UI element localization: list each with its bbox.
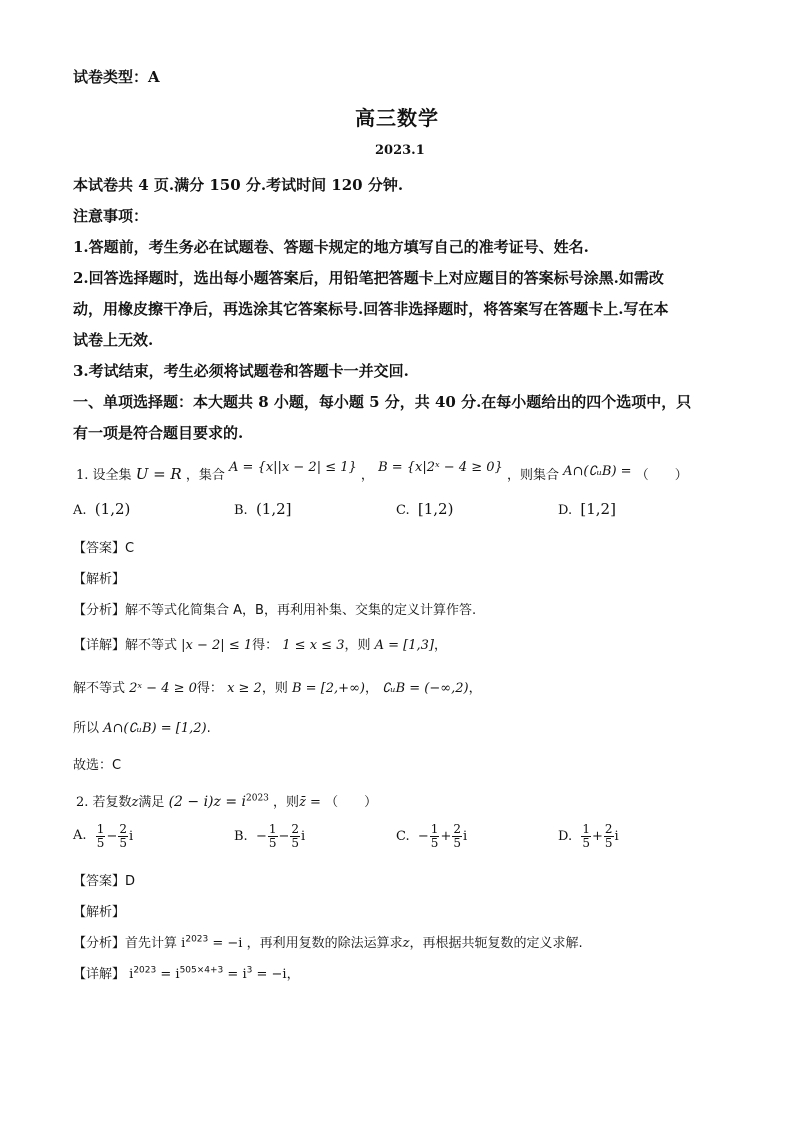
- q1-universe: U = R: [135, 465, 182, 483]
- q1-paren: （ ）: [635, 468, 688, 483]
- exam-date: 2023.1: [375, 143, 425, 158]
- q1-detail-line-1: 【详解】解不等式 |x − 2| ≤ 1得： 1 ≤ x ≤ 3，则 A = [1,3]，: [73, 638, 448, 653]
- note-2-line-3: 试卷上无效.: [73, 331, 154, 349]
- fenxi-tag: 【分析】: [73, 603, 126, 618]
- question-2-stem: 2. 若复数z满足 $(2 - i)z = i^{2023}$ ，则z̄ = （ ）: [76, 793, 378, 810]
- q1-number: 1. 设全集: [76, 468, 132, 483]
- answer-tag: 【答案】: [73, 541, 126, 556]
- question-1-stem: [76, 460, 688, 483]
- q1-option-c: C. [1,2): [396, 500, 454, 518]
- q1-target: A∩(∁ᵤB) =: [563, 464, 632, 479]
- exam-info: 本试卷共 4 页.满分 150 分.考试时间 120 分钟.: [73, 176, 404, 194]
- q1-comma: ，: [360, 468, 374, 483]
- answer-value: D: [125, 874, 136, 889]
- q2-fenxi: 【分析】首先计算 $i^{2023} = -i$ ，再利用复数的除法运算求z，再根据共轭复数的定义求解.: [73, 934, 583, 951]
- q2-option-b: B. − $\frac{1}{5}$ − $\frac{2}{5}$ i: [234, 822, 306, 850]
- q2-answer: [73, 870, 135, 889]
- q2-detail: 【详解】 $i^{2023} = i^{505\times 4+3} = i^3 = -i$，: [73, 965, 300, 982]
- paper-type: 试卷类型：A: [73, 68, 160, 86]
- q2-option-d: D. $\frac{1}{5}$ + $\frac{2}{5}$ i: [558, 822, 619, 850]
- section-heading-line-1: 一、单项选择题：本大题共 8 小题，每小题 5 分，共 40 分.在每小题给出的四个选项中，只: [73, 393, 692, 411]
- notes-heading: 注意事项：: [73, 207, 149, 225]
- note-3: 3.考试结束，考生必须将试题卷和答题卡一并交回.: [73, 362, 409, 380]
- fenxi-text: 解不等式化简集合 A，B，再利用补集、交集的定义计算作答.: [125, 603, 477, 618]
- q1-choose: 故选：C: [73, 758, 122, 773]
- q1-analysis-tag: 【解析】: [73, 572, 126, 587]
- q1-set-a: A = {x||x − 2| ≤ 1}: [229, 460, 357, 475]
- q1-detail-line-3: 所以 A∩(∁ᵤB) = [1,2).: [73, 721, 211, 736]
- note-2-line-1: 2.回答选择题时，选出每小题答案后，用铅笔把答题卡上对应题目的答案标号涂黑.如需改: [73, 269, 664, 287]
- note-2-line-2: 动，用橡皮擦干净后，再选涂其它答案标号.回答非选择题时，将答案写在答题卡上.写在本: [73, 300, 669, 318]
- q1-option-b: B. (1,2]: [234, 500, 292, 518]
- q1-answer: [73, 537, 134, 556]
- q1-set-b: B = {x|2ˣ − 4 ≥ 0}: [378, 460, 503, 475]
- answer-value: C: [125, 541, 135, 556]
- q2-option-a: A. $\frac{1}{5}$ − $\frac{2}{5}$ i: [73, 822, 134, 850]
- q1-text: ，集合: [185, 468, 225, 483]
- note-1: 1.答题前，考生务必在试题卷、答题卡规定的地方填写自己的准考证号、姓名.: [73, 238, 589, 256]
- q1-option-a: A. (1,2): [73, 500, 131, 518]
- q1-text-2: ，则集合: [506, 468, 559, 483]
- q2-option-c: C. − $\frac{1}{5}$ + $\frac{2}{5}$ i: [396, 822, 468, 850]
- q1-option-d: D. [1,2]: [558, 500, 616, 518]
- q1-detail-line-2: 解不等式 2ˣ − 4 ≥ 0得： x ≥ 2，则 B = [2,+∞)， ∁ᵤB = (−∞,2)，: [73, 681, 482, 696]
- q2-analysis-tag: 【解析】: [73, 905, 126, 920]
- section-heading-line-2: 有一项是符合题目要求的.: [73, 424, 244, 442]
- page-title: 高三数学: [355, 106, 439, 130]
- q1-fenxi: [73, 599, 476, 618]
- answer-tag: 【答案】: [73, 874, 126, 889]
